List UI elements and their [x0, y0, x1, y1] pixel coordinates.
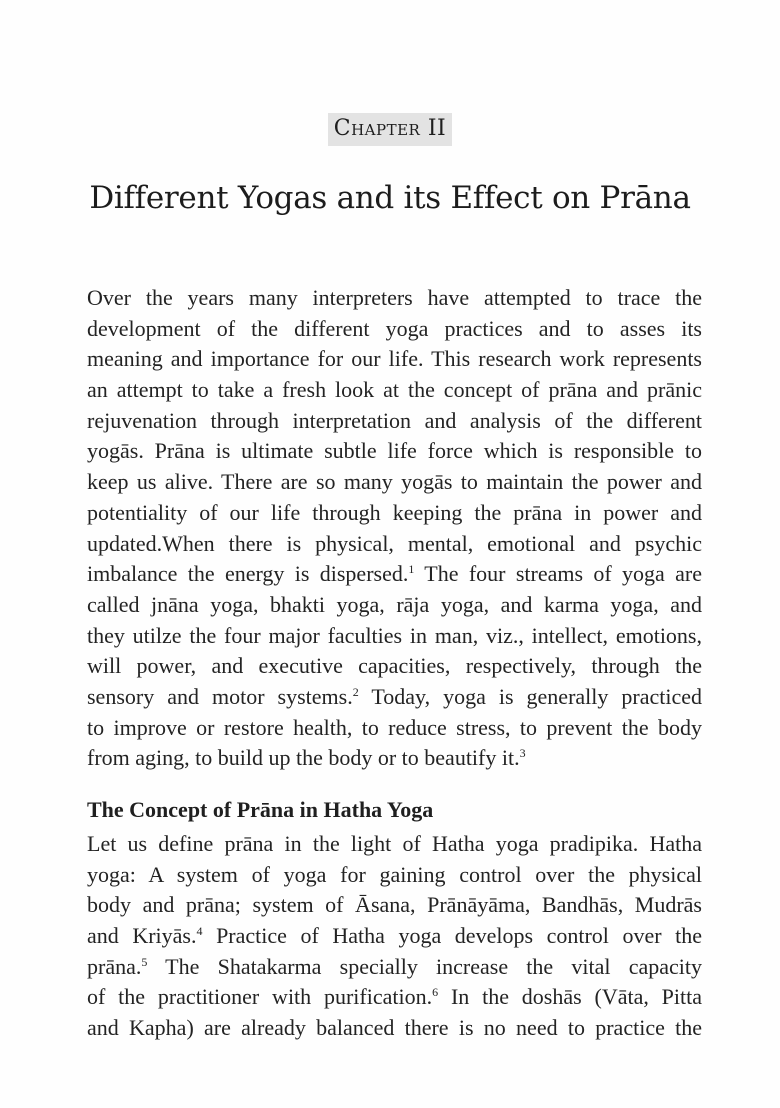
footnoted-line: sensory and motor systems.$^2$ Today, yoga is generally practiced	[87, 683, 703, 709]
chapter-label: Chapter II	[328, 113, 452, 146]
text-line: will power, and executive capacities, respectively, through the	[87, 653, 702, 679]
footnoted-line: of the practitioner with purification.$^6$ In the doshās (Vāta, Pitta	[87, 984, 702, 1010]
text-line: development of the different yoga practices and to asses its	[87, 315, 702, 341]
hatha-yoga-paragraph	[87, 829, 702, 1044]
text-line: Let us define prāna in the light of Hatha yoga pradipika. Hatha	[87, 831, 702, 856]
footnoted-line: and Kriyās.$^4$ Practice of Hatha yoga develops control over the	[87, 923, 703, 949]
text-line: Over the years many interpreters have attempted to trace the	[87, 285, 702, 310]
text-line: yoga: A system of yoga for gaining control over the physical	[87, 861, 702, 887]
footnote-ref: 3	[519, 746, 526, 761]
text-line: rejuvenation through interpretation and analysis of the different	[87, 407, 702, 433]
footnote-ref: 1	[408, 562, 415, 577]
text-line: body and prāna; system of Āsana, Prānāyāma, Bandhās, Mudrās	[87, 892, 702, 918]
footnote-ref: 2	[352, 684, 359, 699]
text-line	[87, 743, 702, 774]
section-heading: The Concept of Prāna in Hatha Yoga	[87, 797, 434, 822]
text-line	[87, 921, 702, 952]
text-line: yogās. Prāna is ultimate subtle life force which is responsible to	[87, 438, 702, 464]
intro-paragraph	[87, 283, 702, 774]
text-line	[87, 952, 702, 983]
text-line	[87, 559, 702, 590]
text-line: updated.When there is physical, mental, emotional and psychic	[87, 530, 702, 556]
text-line	[87, 982, 702, 1013]
chapter-title: Different Yogas and its Effect on Prāna	[89, 180, 691, 216]
text-line: an attempt to take a fresh look at the concept of prāna and prānic	[87, 377, 702, 403]
text-line	[87, 682, 702, 713]
text-line: and Kapha) are already balanced there is no need to practice the	[87, 1015, 702, 1041]
footnote-ref: 4	[196, 924, 203, 939]
text-line: called jnāna yoga, bhakti yoga, rāja yoga, and karma yoga, and	[87, 591, 702, 617]
footnoted-line: imbalance the energy is dispersed.$^1$ The four streams of yoga are	[87, 561, 703, 587]
text-line: they utilze the four major faculties in man, viz., intellect, emotions,	[87, 622, 702, 648]
text-line: to improve or restore health, to reduce stress, to prevent the body	[87, 714, 702, 740]
text-line: meaning and importance for our life. This research work represents	[87, 346, 702, 372]
footnote-ref: 6	[432, 985, 439, 1000]
text-line: keep us alive. There are so many yogās to maintain the power and	[87, 469, 702, 495]
footnoted-line: prāna.$^5$ The Shatakarma specially increase the vital capacity	[87, 953, 702, 979]
footnoted-line: from aging, to build up the body or to beautify it.$^3$	[87, 745, 526, 771]
text-line: potentiality of our life through keeping the prāna in power and	[87, 499, 702, 525]
footnote-ref: 5	[141, 954, 148, 969]
chapter-label-container	[0, 113, 780, 146]
